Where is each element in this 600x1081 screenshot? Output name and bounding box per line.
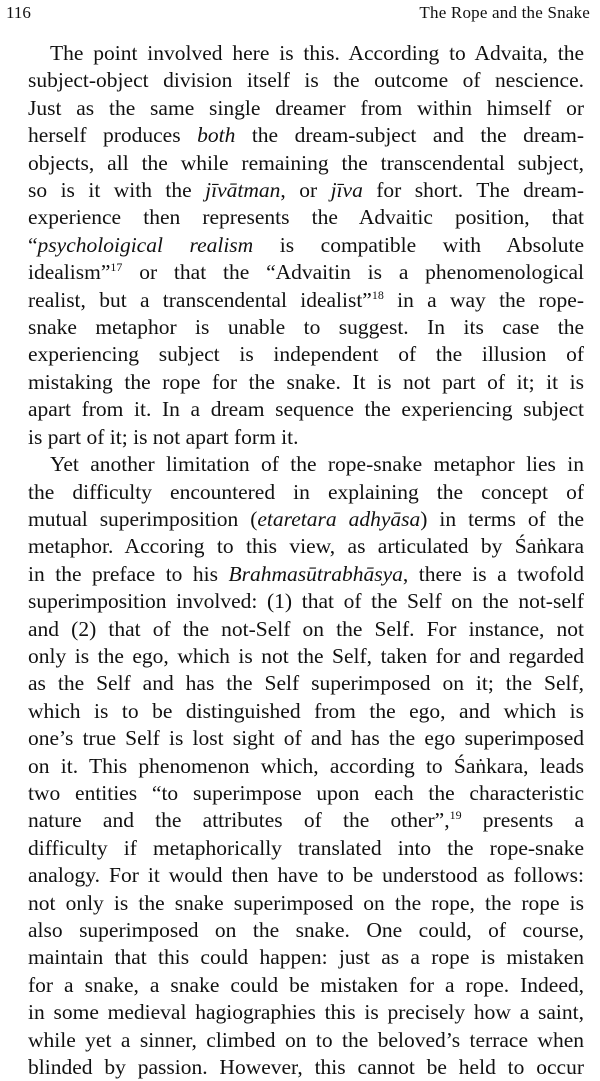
text-line: not only is the snake superimposed on the rope, the rope is <box>28 890 584 915</box>
text-line: Just as the same single dreamer from within himself or <box>28 95 584 120</box>
text-line: objects, all the while remaining the transcendental subject, <box>28 150 584 175</box>
text-line: as the Self and has the Self superimposed on it; the Self, <box>28 671 584 696</box>
running-head: The Rope and the Snake <box>419 3 590 22</box>
text-line: is part of it; is not apart form it. <box>28 424 299 449</box>
text-line: in the preface to his Brahmasūtrabhāsya, there is a twofold <box>28 561 584 586</box>
text-line: realist, but a transcendental idealist”$^{18}$ in a way the rope- <box>28 287 584 312</box>
text-line: Yet another limitation of the rope-snake metaphor lies in <box>50 452 584 477</box>
text-line: one’s true Self is lost sight of and has the ego superimposed <box>28 726 584 751</box>
paragraph-2 <box>28 451 584 1081</box>
text-line: difficulty if metaphorically translated into the rope-snake <box>28 835 584 860</box>
text-line: only is the ego, which is not the Self, taken for and regarded <box>28 643 584 668</box>
text-line: blinded by passion. However, this cannot be held to occur <box>28 1055 584 1080</box>
page-number: 116 <box>6 3 31 22</box>
text-line: herself produces both the dream-subject and the dream- <box>28 123 584 148</box>
text-line: in some medieval hagiographies this is precisely how a saint, <box>28 1000 584 1025</box>
text-line: The point involved here is this. According to Advaita, the <box>50 41 584 65</box>
text-line: superimposition involved: (1) that of the Self on the not-self <box>28 589 584 614</box>
text-line: for a snake, a snake could be mistaken for a rope. Indeed, <box>28 972 584 997</box>
text-line: subject-object division itself is the outcome of nescience. <box>28 68 584 93</box>
text-line: mistaking the rope for the snake. It is not part of it; it is <box>28 369 584 394</box>
paragraph-1 <box>28 40 584 451</box>
text-line: two entities “to superimpose upon each the characteristic <box>28 780 584 805</box>
text-line: mutual superimposition (etaretara adhyāsa) in terms of the <box>28 506 584 531</box>
text-line: experiencing subject is independent of the illusion of <box>28 342 584 367</box>
text-line: snake metaphor is unable to suggest. In its case the <box>28 315 584 340</box>
text-line: nature and the attributes of the other”,$^{19}$ presents a <box>28 808 584 833</box>
body-text <box>28 40 584 1081</box>
page-header <box>6 2 590 26</box>
text-line: analogy. For it would then have to be understood as follows: <box>28 863 584 888</box>
text-line: the difficulty encountered in explaining the concept of <box>28 479 584 504</box>
text-line: which is to be distinguished from the ego, and which is <box>28 698 584 723</box>
text-line: and (2) that of the not-Self on the Self. For instance, not <box>28 616 584 641</box>
text-line: maintain that this could happen: just as a rope is mistaken <box>28 945 584 970</box>
text-line: on it. This phenomenon which, according to Śaṅkara, leads <box>28 753 584 778</box>
text-line: metaphor. Accoring to this view, as articulated by Śaṅkara <box>28 534 584 559</box>
text-line: so is it with the jīvātman, or jīva for short. The dream- <box>28 178 584 203</box>
text-line: “psycholoigical realism is compatible with Absolute <box>28 232 584 257</box>
text-line: idealism”$^{17}$ or that the “Advaitin is a phenomenological <box>28 260 584 285</box>
text-line: also superimposed on the snake. One could, of course, <box>28 918 584 942</box>
text-line: apart from it. In a dream sequence the experiencing subject <box>28 397 584 422</box>
text-line: experience then represents the Advaitic position, that <box>28 205 584 230</box>
text-line: while yet a sinner, climbed on to the beloved’s terrace when <box>28 1027 584 1052</box>
